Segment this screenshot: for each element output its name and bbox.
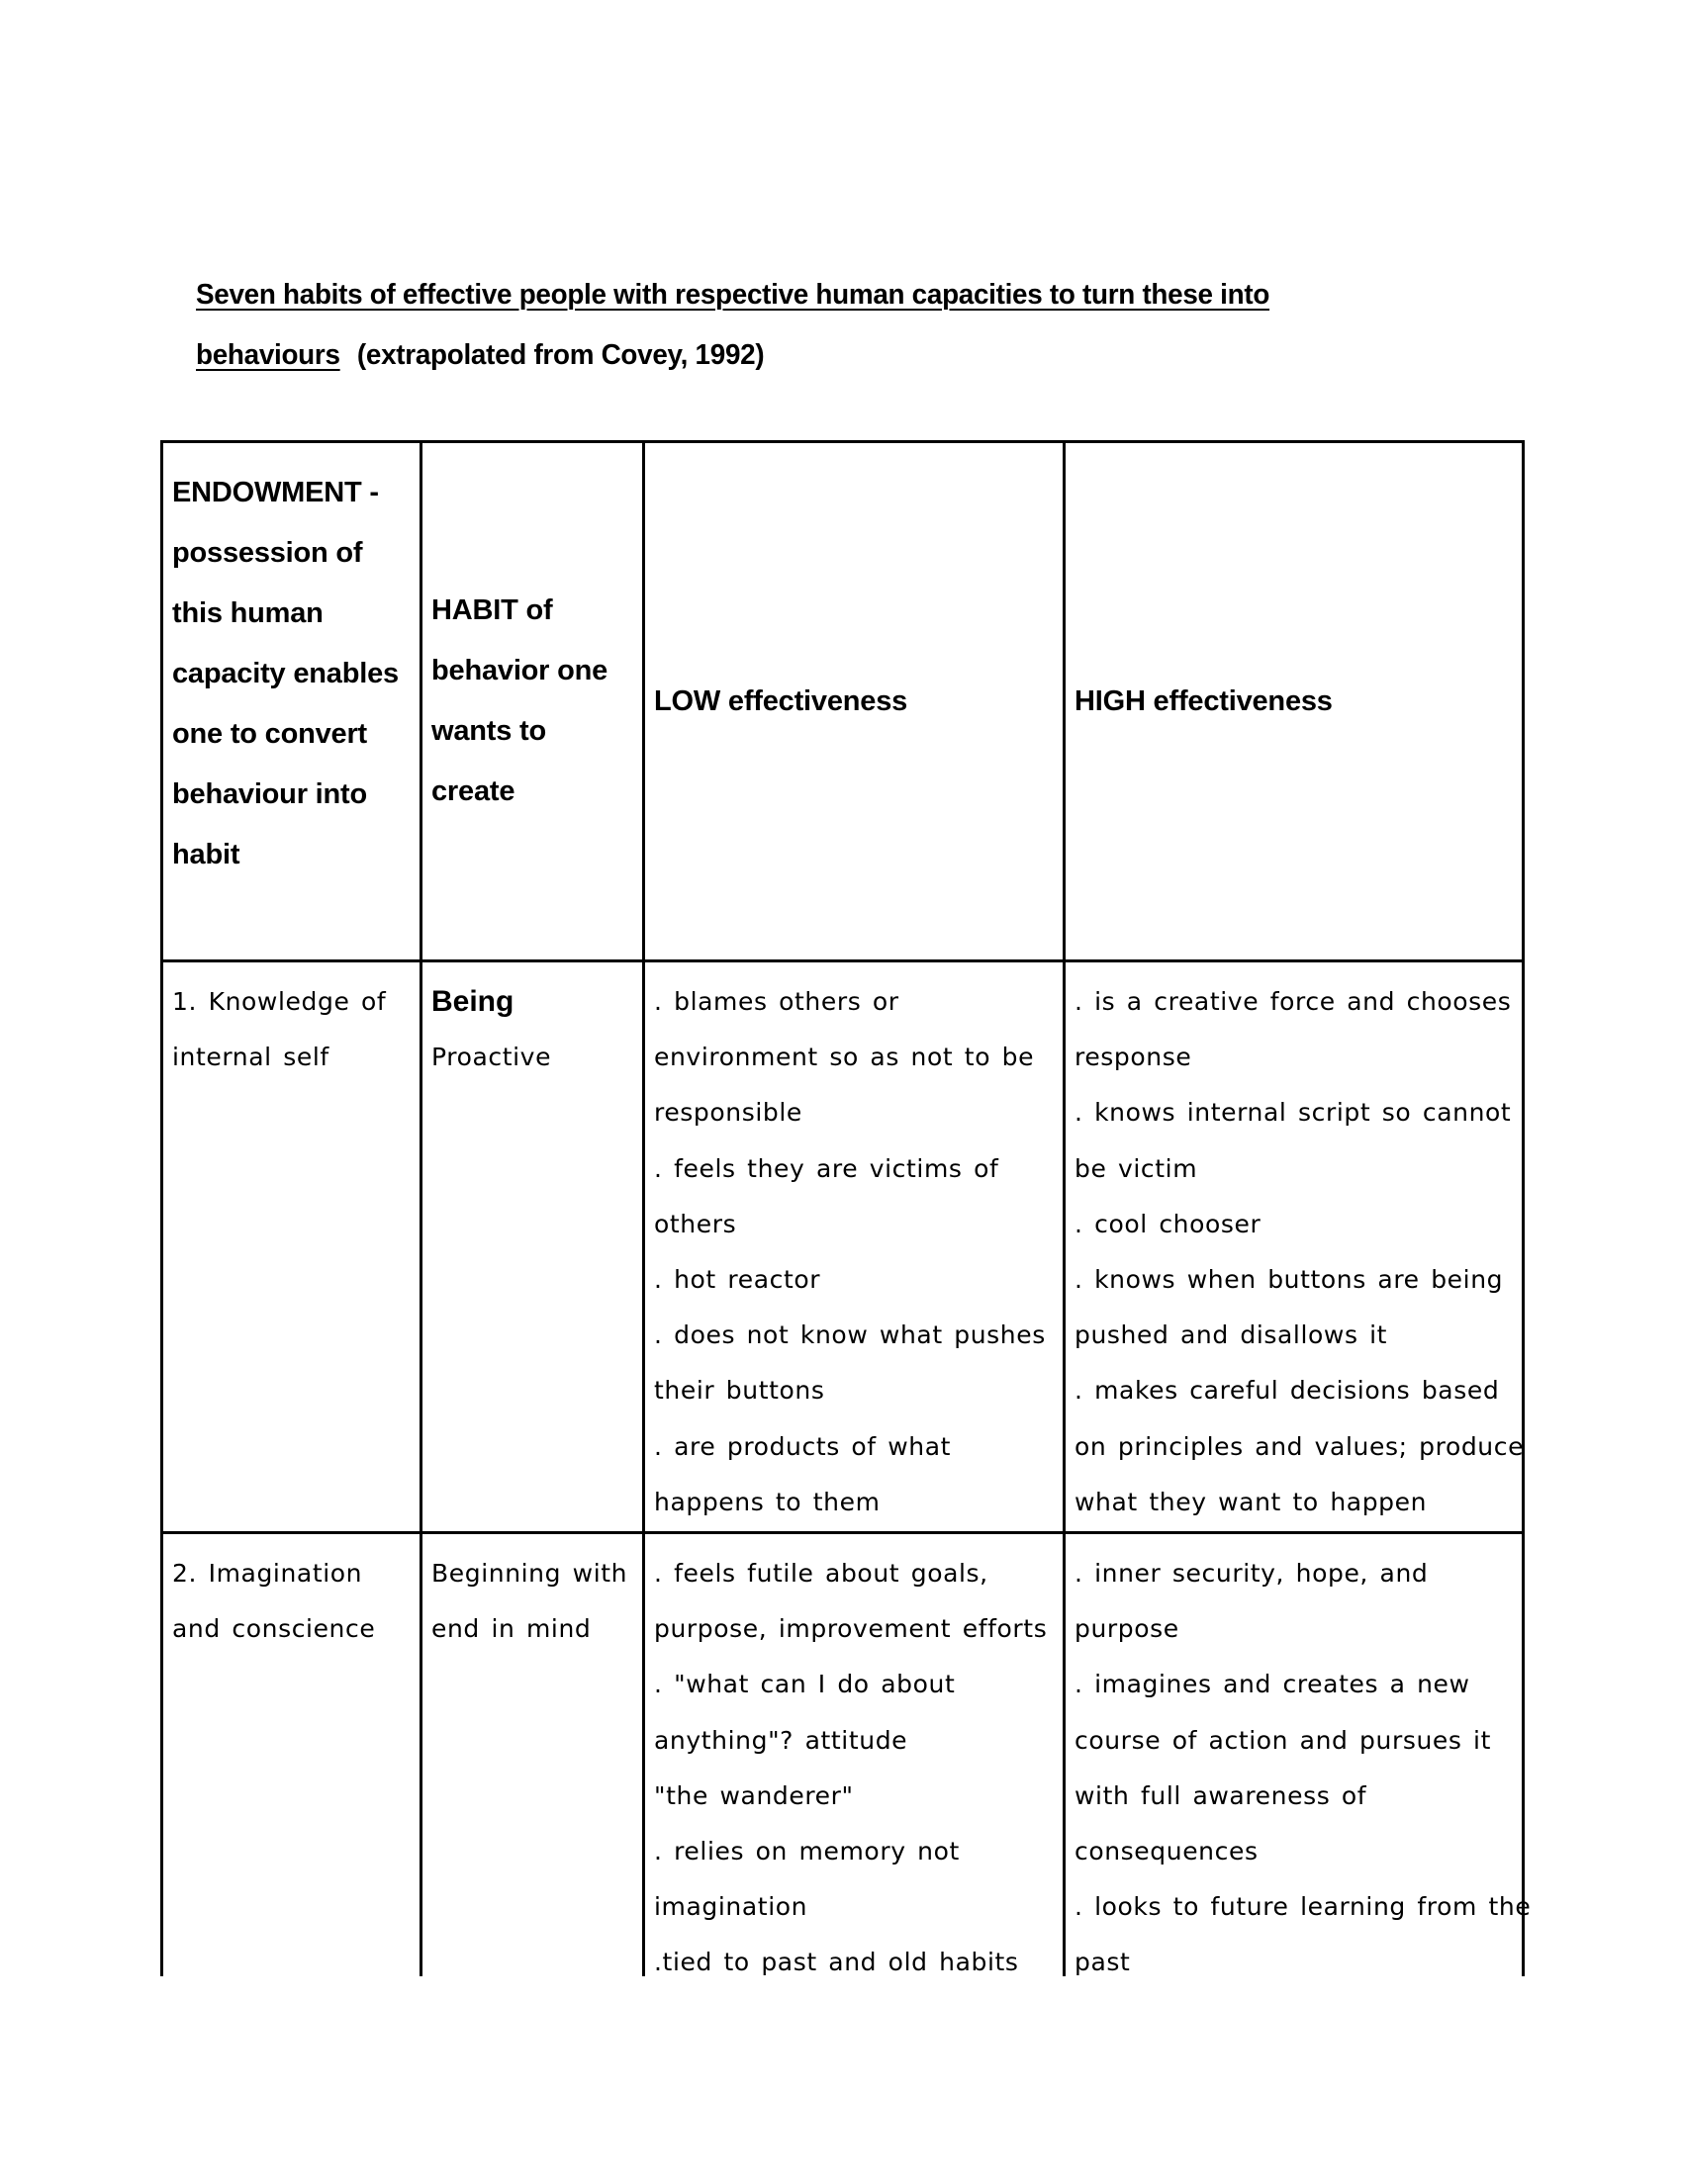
cell-line: . does not know what pushes	[654, 1320, 1046, 1350]
cell-line: happens to them	[654, 1487, 881, 1516]
cell-line: . cool chooser	[1075, 1209, 1262, 1238]
document-title	[196, 265, 1383, 386]
cell-line: be victim	[1075, 1153, 1198, 1183]
cell-line: Proactive	[431, 1043, 552, 1072]
cell-line: past	[1075, 1948, 1131, 1977]
cell-line: . are products of what	[654, 1431, 952, 1461]
cell-line: with full awareness of	[1075, 1780, 1367, 1810]
row2-endowment	[162, 1533, 421, 1998]
row2-low	[644, 1533, 1065, 1998]
header-endowment-line: ENDOWMENT -	[172, 477, 379, 508]
cell-line: . feels they are victims of	[654, 1153, 999, 1183]
cell-line: on principles and values; produce	[1075, 1431, 1525, 1461]
cell-line: end in mind	[431, 1614, 592, 1644]
cell-line: . makes careful decisions based	[1075, 1376, 1500, 1406]
header-endowment	[162, 442, 421, 961]
header-habit	[421, 442, 644, 961]
title-line-2: behaviours	[196, 339, 340, 371]
cell-line: Beginning with	[431, 1559, 628, 1588]
habit-lead: Being	[431, 985, 514, 1018]
cell-line: what they want to happen	[1075, 1487, 1428, 1516]
header-endowment-line: behaviour into	[172, 778, 367, 810]
cell-line: consequences	[1075, 1837, 1259, 1866]
header-endowment-line: one to convert	[172, 718, 367, 750]
page-bottom-margin	[148, 1976, 1534, 2184]
header-habit-line: create	[431, 775, 515, 807]
cell-line: "the wanderer"	[654, 1780, 854, 1810]
cell-line: .tied to past and old habits	[654, 1948, 1019, 1977]
cell-line: . "what can I do about	[654, 1670, 956, 1699]
cell-line: . blames others or	[654, 987, 899, 1016]
row1-low	[644, 961, 1065, 1533]
table-row	[162, 1533, 1524, 1998]
header-high-effectiveness: HIGH effectiveness	[1065, 442, 1524, 961]
cell-line: . inner security, hope, and	[1075, 1559, 1429, 1588]
header-endowment-line: habit	[172, 839, 240, 870]
header-habit-line: wants to	[431, 715, 547, 747]
cell-line: . feels futile about goals,	[654, 1559, 988, 1588]
title-citation: (extrapolated from Covey, 1992)	[356, 339, 765, 371]
cell-line: responsible	[654, 1098, 802, 1128]
cell-line: and conscience	[172, 1614, 376, 1644]
row2-high	[1065, 1533, 1532, 1998]
row1-habit	[421, 961, 644, 1533]
habits-table	[160, 440, 1532, 1997]
header-low-effectiveness: LOW effectiveness	[644, 442, 1065, 961]
table-row	[162, 961, 1524, 1533]
row1-high	[1065, 961, 1524, 1533]
cell-line: response	[1075, 1043, 1192, 1072]
header-endowment-line: capacity enables	[172, 658, 399, 689]
header-endowment-line: this human	[172, 597, 324, 629]
cell-line: others	[654, 1209, 737, 1238]
cell-line: 1. Knowledge of	[172, 987, 387, 1016]
cell-line: purpose	[1075, 1614, 1179, 1644]
cell-line: internal self	[172, 1043, 329, 1072]
title-line-1: Seven habits of effective people with respective human capacities to turn these into	[196, 279, 1270, 311]
row1-endowment	[162, 961, 421, 1533]
cell-line: . relies on memory not	[654, 1837, 960, 1866]
cell-line: anything"? attitude	[654, 1725, 908, 1755]
header-row	[162, 442, 1524, 961]
cell-line: . is a creative force and chooses	[1075, 987, 1512, 1016]
cell-line: . imagines and creates a new	[1075, 1670, 1470, 1699]
cell-line: pushed and disallows it	[1075, 1320, 1388, 1350]
cell-line: . hot reactor	[654, 1265, 821, 1295]
cell-line: . knows internal script so cannot	[1075, 1098, 1512, 1128]
cell-line: 2. Imagination	[172, 1559, 363, 1588]
cell-line: imagination	[654, 1892, 808, 1922]
header-habit-line: behavior one	[431, 655, 608, 686]
cell-line: environment so as not to be	[654, 1043, 1035, 1072]
cell-line: purpose, improvement efforts	[654, 1614, 1048, 1644]
cell-line: . looks to future learning from the	[1075, 1892, 1532, 1922]
header-habit-line: HABIT of	[431, 594, 553, 626]
cell-line: their buttons	[654, 1376, 825, 1406]
row2-habit	[421, 1533, 644, 1998]
header-endowment-line: possession of	[172, 537, 363, 569]
cell-line: . knows when buttons are being	[1075, 1265, 1504, 1295]
cell-line: course of action and pursues it	[1075, 1725, 1492, 1755]
